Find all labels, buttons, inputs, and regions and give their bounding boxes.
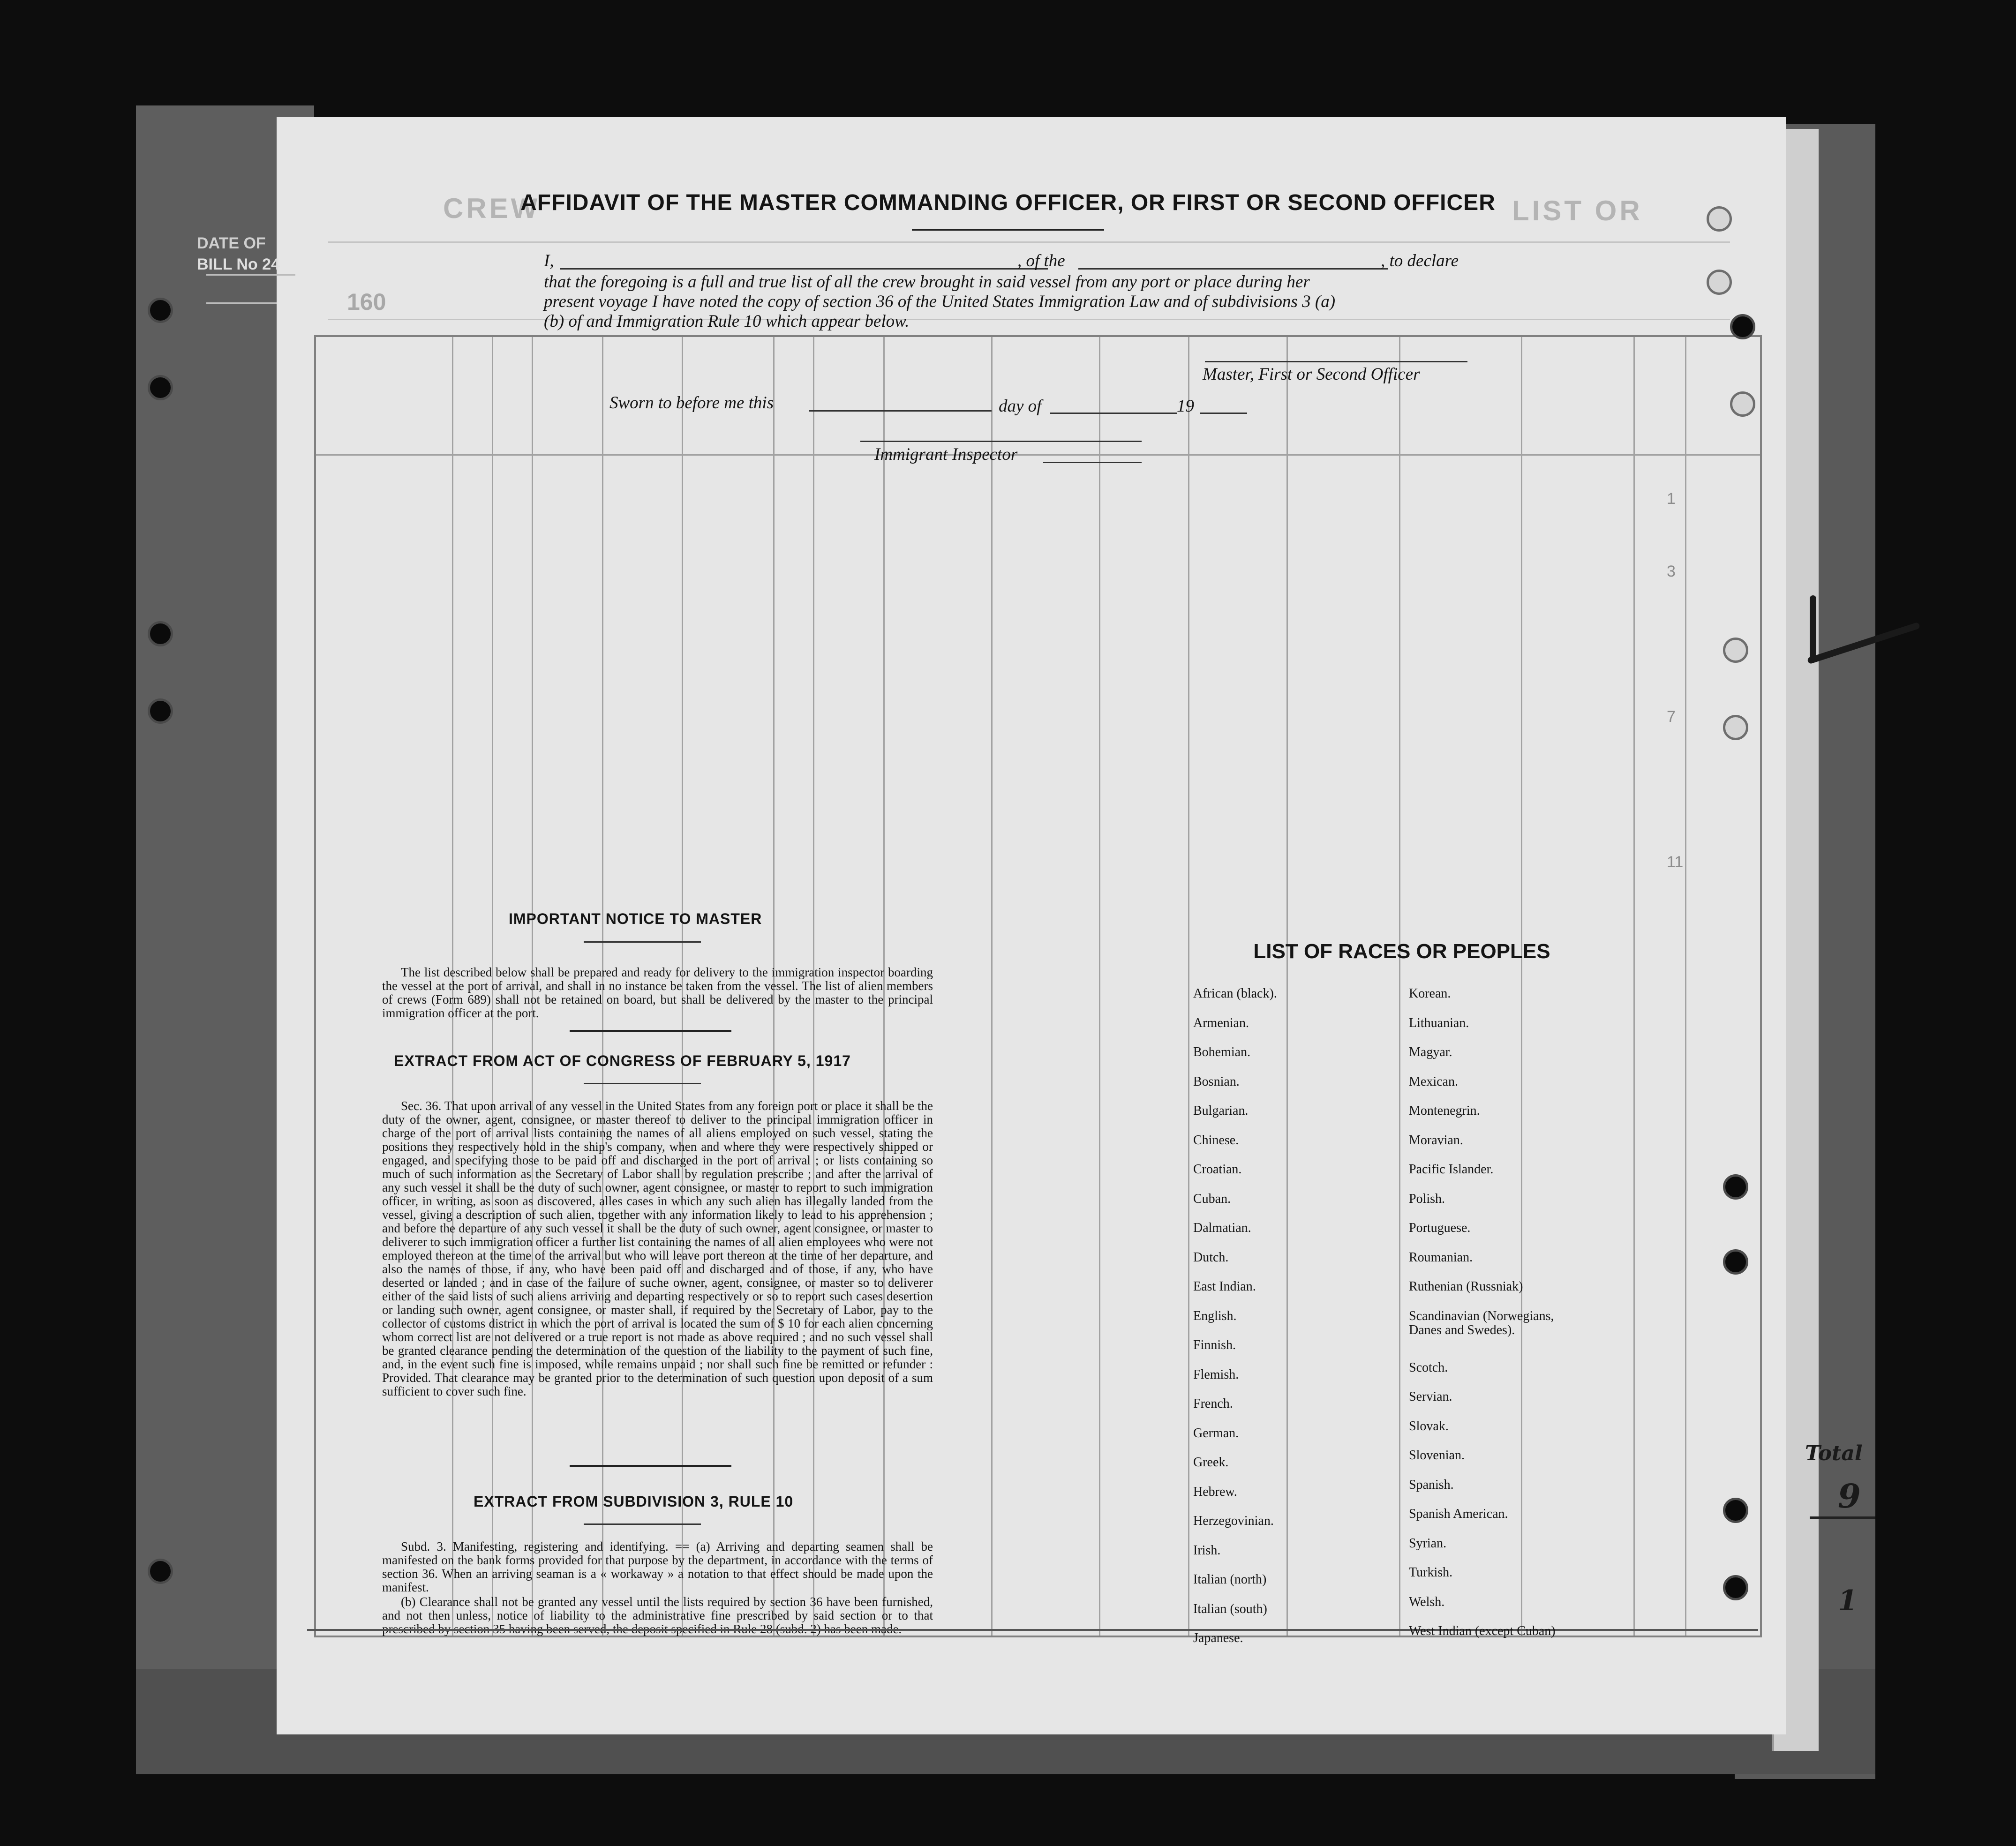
race-item: Polish. xyxy=(1409,1191,1445,1206)
notice-text: The list described below shall be prepared and ready for delivery to the immigration inspector boarding the vessel at the port of arrival, and shall in no instance be taken from the vessel. The list of alien members of crews (Form 689) shall not be retained on board, but shall be delivered by the master to the principal immigration officer at the port. xyxy=(382,965,933,1020)
race-item: Bosnian. xyxy=(1193,1074,1240,1089)
affidavit-title: AFFIDAVIT OF THE MASTER COMMANDING OFFICER, OR FIRST OR SECOND OFFICER xyxy=(520,190,1496,215)
signature-blank xyxy=(1205,361,1467,362)
race-item: Hebrew. xyxy=(1193,1484,1237,1499)
table-column-rule xyxy=(991,337,993,1636)
master-name-blank xyxy=(560,268,1048,270)
race-item: Dalmatian. xyxy=(1193,1221,1251,1235)
bleed-row-number: 3 xyxy=(1667,563,1676,580)
race-item: Herzegovinian. xyxy=(1193,1514,1274,1528)
title-underline xyxy=(912,229,1104,231)
table-column-rule xyxy=(1099,337,1100,1636)
sworn-day-blank xyxy=(809,410,992,412)
punch-hole xyxy=(1730,314,1755,339)
table-column-rule xyxy=(1188,337,1189,1636)
bleed-row-number: 7 xyxy=(1667,708,1676,726)
sworn-year-blank xyxy=(1200,413,1247,414)
race-item: Scandinavian (Norwegians, Danes and Swedes). xyxy=(1409,1308,1554,1337)
punch-hole xyxy=(1723,1174,1748,1200)
race-item: German. xyxy=(1193,1426,1239,1441)
race-item: Magyar. xyxy=(1409,1045,1452,1059)
rule-extract-text-a: Subd. 3. Manifesting, registering and identifying. == (a) Arriving and departing seamen shall be manifested on the bank forms provided for that purpose by the department, in accordance with the terms of section 36. When an arriving seaman is a « workaway » a notation to that effect should be made upon the manifest. xyxy=(382,1539,933,1594)
race-item: Ruthenian (Russniak) xyxy=(1409,1279,1523,1294)
sworn-month-blank xyxy=(1050,413,1177,414)
race-item: Pacific Islander. xyxy=(1409,1162,1494,1177)
bleed-crew-header: CREW xyxy=(443,193,541,224)
pencil-total-rule xyxy=(1810,1516,1875,1519)
rule-extract-text-b: (b) Clearance shall not be granted any vessel until the lists required by section 36 have been furnished, and not then unless, notice of liability to the administrative fine prescribed by said section or to that xyxy=(382,1595,933,1622)
affidavit-to-declare-label: , to declare xyxy=(1381,251,1459,270)
race-item: Dutch. xyxy=(1193,1250,1229,1265)
notice-title: IMPORTANT NOTICE TO MASTER xyxy=(509,910,762,927)
declaration-line: (b) of and Immigration Rule 10 which appear below. xyxy=(544,312,910,331)
punch-hole xyxy=(1723,1249,1748,1275)
table-column-rule xyxy=(1399,337,1400,1636)
inspector-label: Immigrant Inspector xyxy=(874,445,1018,464)
race-item: French. xyxy=(1193,1396,1233,1411)
punch-hole xyxy=(1723,638,1748,663)
year-label: 19 xyxy=(1177,397,1194,416)
race-item: African (black). xyxy=(1193,986,1277,1001)
race-item: Bohemian. xyxy=(1193,1045,1251,1059)
act-extract-title: EXTRACT FROM ACT OF CONGRESS OF FEBRUARY 5, 1917 xyxy=(394,1052,851,1069)
ledger-rule xyxy=(206,302,277,304)
ledger-rule xyxy=(206,274,295,276)
race-item: East Indian. xyxy=(1193,1279,1256,1294)
race-item: Flemish. xyxy=(1193,1367,1239,1382)
punch-hole xyxy=(148,621,173,646)
punch-hole xyxy=(148,375,173,400)
punch-hole xyxy=(148,698,173,724)
pencil-total-digit-2: 1 xyxy=(1838,1584,1858,1617)
race-item: Korean. xyxy=(1409,986,1451,1001)
race-item: Turkish. xyxy=(1409,1565,1453,1580)
act-title-rule xyxy=(584,1083,701,1084)
race-item: Spanish. xyxy=(1409,1477,1454,1492)
race-item: Welsh. xyxy=(1409,1594,1445,1609)
punch-hole xyxy=(1723,1498,1748,1523)
punch-hole xyxy=(148,1559,173,1584)
pencil-total-digit: 9 xyxy=(1838,1477,1861,1516)
races-right-column xyxy=(1409,987,1620,1654)
ledger-date-label: DATE OF xyxy=(197,234,266,252)
race-item: Moravian. xyxy=(1409,1133,1463,1148)
race-item: Montenegrin. xyxy=(1409,1103,1480,1118)
race-item: Croatian. xyxy=(1193,1162,1242,1177)
sheet-number: 160 xyxy=(347,289,386,315)
race-item: Japanese. xyxy=(1193,1631,1243,1645)
race-item: Italian (north) xyxy=(1193,1572,1267,1587)
race-item: Syrian. xyxy=(1409,1536,1447,1551)
race-item: Italian (south) xyxy=(1193,1601,1267,1616)
bleed-row-number: 1 xyxy=(1667,490,1676,508)
race-item: Bulgarian. xyxy=(1193,1103,1249,1118)
race-item: English. xyxy=(1193,1308,1237,1323)
day-of-label: day of xyxy=(999,397,1042,416)
race-item: Slovenian. xyxy=(1409,1448,1465,1463)
race-item: Portuguese. xyxy=(1409,1221,1471,1235)
races-title: LIST OF RACES OR PEOPLES xyxy=(1253,940,1550,963)
binding-thread xyxy=(1810,595,1816,661)
bleed-row-number: 11 xyxy=(1667,853,1684,871)
race-item: Roumanian. xyxy=(1409,1250,1473,1265)
punch-hole xyxy=(1707,270,1732,295)
act-extract-text: Sec. 36. That upon arrival of any vessel in the United States from any foreign port or place it shall be the duty of the owner, agent, consignee, or master thereof to deliver to the principal immigration officer in charge of the port of arrival lists containing the names of all aliens employed on such vessel, stating the positions they respectively hold in the ship's company, when and where they were respectively shipped or engaged, and specifying those to be paid off and discharged in the port of arrival ; or lists containing so much of such information as the Secretary of Labor shall by regulation prescribe ; and after the arrival of any such vessel it shall be the duty of such owner, agent consignee, or master to report to such immigration officer, in writing, as soon as discovered, alles cases in which any such alien has illegally landed from the vessel, giving a description of such alien, together with any information likely to lead to his apprehension ; and before the departure of any such vessel it shall be the duty of such owner, agent consignee, or master to deliverer to such immigration officer a further list containing the names of all alien employees who were not employed thereon at the time of the arrival but who will leave port thereon at the time of her departure, and also the names of those, if any, who have been paid off and discharged and of those, if any, who have deserted or landed ; and in case of the failure of suche owner, agent, consignee, or master so to deliverer either of the said lists of such aliens arriving and departing respectively or so to report such cases desertion or landing such owner, agent consignee, or master shall, if required by the Secretary of Labor, pay to the collector of customs district in which the port of arrival is located the sum of $ 10 for each alien concerning whom correct list are not delivered or a true report is not made as above required ; and no such vessel shall be granted clearance pending the determination of the question of the liability to the payment of such fine, and, in the event such fine is imposed, while remains unpaid ; nor shall such fine be remitted or refunder : Provided. That clearance may be granted prior to the determination of such question upon deposit of a sum sufficient to cover such fine. xyxy=(382,1099,933,1398)
race-item: Slovak. xyxy=(1409,1418,1449,1433)
affidavit-i-label: I, xyxy=(544,251,554,270)
race-item: Servian. xyxy=(1409,1389,1452,1404)
section-divider xyxy=(570,1030,731,1032)
race-item: West Indian (except Cuban) xyxy=(1409,1624,1556,1638)
inspector-signature-blank xyxy=(860,441,1142,442)
ledger-bill-label: BILL No 24 xyxy=(197,255,280,273)
rule-extract-title: EXTRACT FROM SUBDIVISION 3, RULE 10 xyxy=(474,1493,794,1510)
affidavit-of-the-label: , of the xyxy=(1017,251,1065,270)
punch-hole xyxy=(1730,391,1755,417)
rule-title-rule xyxy=(584,1523,701,1525)
punch-hole xyxy=(1723,715,1748,740)
bleed-rule xyxy=(328,319,1730,320)
declaration-line: that the foregoing is a full and true list of all the crew brought in said vessel from any port or place during her xyxy=(544,272,1310,292)
race-item: Armenian. xyxy=(1193,1015,1249,1030)
races-left-column xyxy=(1193,987,1381,1661)
declaration-line: present voyage I have noted the copy of section 36 of the United States Immigration Law and of subdivisions 3 (a) xyxy=(544,292,1336,311)
race-item: Finnish. xyxy=(1193,1338,1236,1352)
punch-hole xyxy=(148,298,173,323)
table-column-rule xyxy=(1633,337,1635,1636)
pencil-total-label: Total xyxy=(1805,1441,1863,1465)
vessel-name-blank xyxy=(1078,268,1388,270)
punch-hole xyxy=(1723,1575,1748,1600)
race-item: Chinese. xyxy=(1193,1133,1239,1148)
sworn-label: Sworn to before me this xyxy=(609,393,774,413)
race-item: Lithuanian. xyxy=(1409,1015,1469,1030)
race-item: Greek. xyxy=(1193,1455,1229,1470)
race-item: Spanish American. xyxy=(1409,1507,1508,1521)
inspector-signature-blank xyxy=(1043,462,1142,463)
section-divider xyxy=(570,1465,731,1467)
bleed-list-header: LIST OR xyxy=(1512,195,1643,226)
bleed-rule xyxy=(328,241,1730,243)
race-item: Mexican. xyxy=(1409,1074,1458,1089)
race-item: Irish. xyxy=(1193,1543,1221,1558)
notice-title-rule xyxy=(584,941,701,943)
race-item: Cuban. xyxy=(1193,1191,1231,1206)
master-signature-label: Master, First or Second Officer xyxy=(1203,365,1420,384)
table-column-rule xyxy=(1685,337,1686,1636)
race-item: Scotch. xyxy=(1409,1360,1448,1375)
punch-hole xyxy=(1707,206,1732,232)
